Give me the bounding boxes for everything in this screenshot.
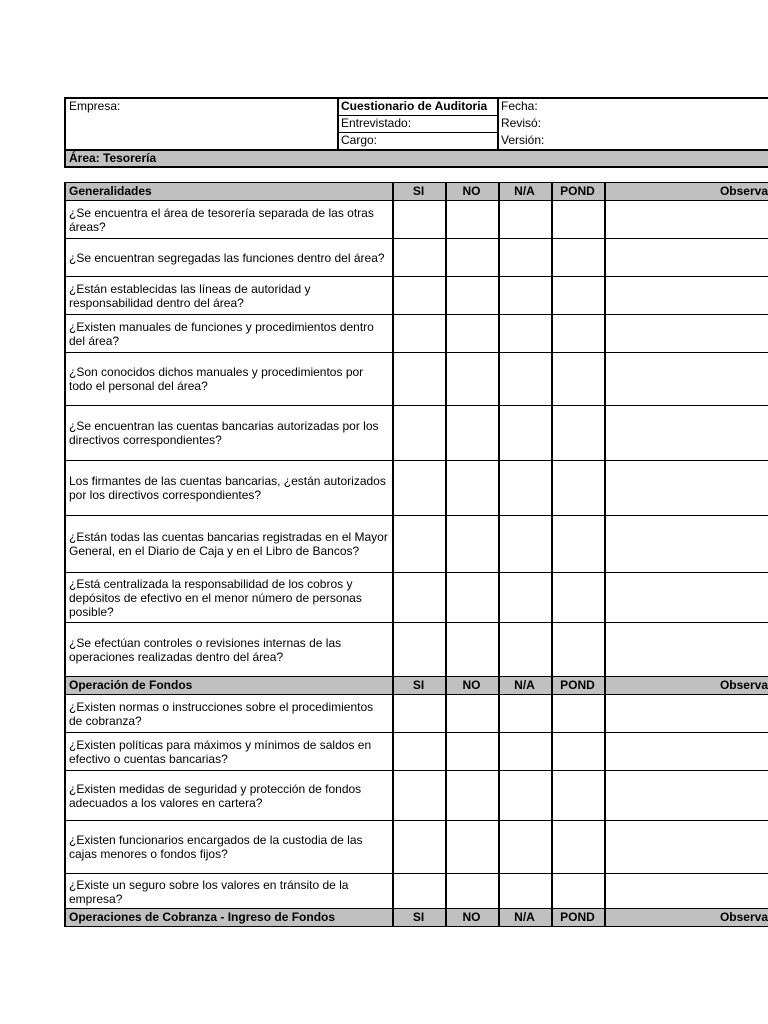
question-text: ¿Existen medidas de seguridad y protección de fondos adecuados a los valores en cartera? <box>69 781 362 810</box>
answer-no-cell[interactable] <box>446 733 498 770</box>
answer-no-cell[interactable] <box>446 771 498 820</box>
answer-na-cell[interactable] <box>499 821 551 873</box>
entrevistado-label: Entrevistado: <box>341 116 412 130</box>
column-header-pond: POND <box>560 184 595 198</box>
question-text: ¿Están establecidas las líneas de autoridad y responsabilidad dentro del área? <box>69 281 311 310</box>
answer-observaciones-cell[interactable] <box>605 315 768 352</box>
answer-si-cell[interactable] <box>393 573 445 622</box>
question-text: ¿Existe un seguro sobre los valores en tránsito de la empresa? <box>69 877 349 906</box>
header-divider <box>338 115 498 116</box>
section-title: Generalidades <box>69 184 152 198</box>
question-text: ¿Está centralizada la responsabilidad de los cobros y depósitos de efectivo en el menor número de personas posible? <box>69 576 362 619</box>
answer-no-cell[interactable] <box>446 201 498 238</box>
section-title: Operaciones de Cobranza - Ingreso de Fondos <box>69 910 336 924</box>
header-divider <box>337 97 339 150</box>
answer-observaciones-cell[interactable] <box>605 239 768 276</box>
answer-na-cell[interactable] <box>499 733 551 770</box>
answer-pond-cell[interactable] <box>552 874 604 909</box>
answer-na-cell[interactable] <box>499 277 551 314</box>
answer-observaciones-cell[interactable] <box>605 623 768 677</box>
answer-na-cell[interactable] <box>499 771 551 820</box>
column-header-observa: Observa <box>719 910 768 924</box>
column-header-pond: POND <box>560 678 595 692</box>
column-border <box>604 182 606 927</box>
answer-observaciones-cell[interactable] <box>605 573 768 622</box>
answer-si-cell[interactable] <box>393 315 445 352</box>
answer-na-cell[interactable] <box>499 573 551 622</box>
cargo-label: Cargo: <box>341 133 378 147</box>
column-header-na: N/A <box>514 910 535 924</box>
column-header-pond: POND <box>560 910 595 924</box>
answer-pond-cell[interactable] <box>552 239 604 276</box>
answer-observaciones-cell[interactable] <box>605 406 768 460</box>
column-header-observa: Observa <box>719 184 768 198</box>
answer-na-cell[interactable] <box>499 353 551 405</box>
column-header-no: NO <box>462 678 481 692</box>
answer-si-cell[interactable] <box>393 277 445 314</box>
answer-pond-cell[interactable] <box>552 461 604 515</box>
question-text: ¿Se encuentra el área de tesorería separada de las otras áreas? <box>69 205 374 234</box>
answer-no-cell[interactable] <box>446 874 498 909</box>
header-divider <box>497 97 499 150</box>
fecha-label: Fecha: <box>501 99 538 113</box>
answer-pond-cell[interactable] <box>552 821 604 873</box>
answer-na-cell[interactable] <box>499 239 551 276</box>
answer-si-cell[interactable] <box>393 771 445 820</box>
column-header-no: NO <box>462 910 481 924</box>
answer-observaciones-cell[interactable] <box>605 353 768 405</box>
question-text: ¿Se encuentran segregadas las funciones dentro del área? <box>69 250 385 265</box>
answer-pond-cell[interactable] <box>552 771 604 820</box>
area-label: Área: Tesorería <box>66 150 768 167</box>
column-border <box>498 182 500 927</box>
answer-no-cell[interactable] <box>446 623 498 677</box>
answer-pond-cell[interactable] <box>552 516 604 572</box>
answer-pond-cell[interactable] <box>552 315 604 352</box>
header-border-mid <box>64 149 768 151</box>
row-border <box>64 908 768 909</box>
answer-no-cell[interactable] <box>446 315 498 352</box>
question-text: ¿Son conocidos dichos manuales y procedimientos por todo el personal del área? <box>69 365 364 393</box>
empresa-label: Empresa: <box>69 99 121 113</box>
section-title: Operación de Fondos <box>69 678 193 692</box>
header-divider <box>338 132 498 133</box>
column-header-observa: Observa <box>719 678 768 692</box>
answer-no-cell[interactable] <box>446 573 498 622</box>
answer-observaciones-cell[interactable] <box>605 695 768 732</box>
reviso-label: Revisó: <box>501 116 542 130</box>
answer-si-cell[interactable] <box>393 821 445 873</box>
answer-na-cell[interactable] <box>499 623 551 677</box>
answer-si-cell[interactable] <box>393 239 445 276</box>
answer-na-cell[interactable] <box>499 406 551 460</box>
questionnaire-title: Cuestionario de Auditoria <box>341 99 488 113</box>
answer-no-cell[interactable] <box>446 239 498 276</box>
column-header-na: N/A <box>514 678 535 692</box>
question-text: ¿Están todas las cuentas bancarias registradas en el Mayor General, en el Diario de Caja y en el Libro de Bancos? <box>69 530 388 558</box>
answer-pond-cell[interactable] <box>552 201 604 238</box>
answer-no-cell[interactable] <box>446 461 498 515</box>
answer-observaciones-cell[interactable] <box>605 277 768 314</box>
answer-si-cell[interactable] <box>393 461 445 515</box>
answer-no-cell[interactable] <box>446 353 498 405</box>
answer-si-cell[interactable] <box>393 406 445 460</box>
answer-na-cell[interactable] <box>499 315 551 352</box>
question-text: Los firmantes de las cuentas bancarias, ¿están autorizados por los directivos correspondientes? <box>69 474 386 502</box>
answer-na-cell[interactable] <box>499 201 551 238</box>
question-text: ¿Existen políticas para máximos y mínimos de saldos en efectivo o cuentas bancarias? <box>69 737 372 766</box>
answer-na-cell[interactable] <box>499 461 551 515</box>
answer-si-cell[interactable] <box>393 695 445 732</box>
header-border-top <box>64 97 768 99</box>
row-border <box>64 926 768 927</box>
version-label: Versión: <box>501 133 545 147</box>
question-text: ¿Existen funcionarios encargados de la custodia de las cajas menores o fondos fijos? <box>69 833 363 861</box>
answer-observaciones-cell[interactable] <box>605 874 768 909</box>
answer-si-cell[interactable] <box>393 353 445 405</box>
answer-observaciones-cell[interactable] <box>605 733 768 770</box>
answer-pond-cell[interactable] <box>552 353 604 405</box>
column-header-no: NO <box>462 184 481 198</box>
answer-no-cell[interactable] <box>446 695 498 732</box>
answer-observaciones-cell[interactable] <box>605 771 768 820</box>
answer-pond-cell[interactable] <box>552 733 604 770</box>
answer-si-cell[interactable] <box>393 516 445 572</box>
question-text: ¿Existen manuales de funciones y procedimientos dentro del área? <box>69 319 374 348</box>
question-text: ¿Se efectúan controles o revisiones internas de las operaciones realizadas dentro del área? <box>69 636 342 664</box>
header-border-left <box>64 97 66 168</box>
column-border <box>64 182 66 927</box>
row-border <box>64 676 768 677</box>
column-header-si: SI <box>412 184 425 198</box>
column-header-si: SI <box>412 910 425 924</box>
answer-observaciones-cell[interactable] <box>605 461 768 515</box>
answer-pond-cell[interactable] <box>552 573 604 622</box>
column-header-si: SI <box>412 678 425 692</box>
row-border <box>64 182 768 183</box>
column-border <box>551 182 553 927</box>
answer-no-cell[interactable] <box>446 406 498 460</box>
answer-si-cell[interactable] <box>393 201 445 238</box>
answer-pond-cell[interactable] <box>552 277 604 314</box>
answer-pond-cell[interactable] <box>552 695 604 732</box>
answer-na-cell[interactable] <box>499 695 551 732</box>
answer-pond-cell[interactable] <box>552 406 604 460</box>
answer-observaciones-cell[interactable] <box>605 201 768 238</box>
answer-si-cell[interactable] <box>393 874 445 909</box>
answer-no-cell[interactable] <box>446 277 498 314</box>
answer-pond-cell[interactable] <box>552 623 604 677</box>
answer-no-cell[interactable] <box>446 821 498 873</box>
column-border <box>392 182 394 927</box>
answer-observaciones-cell[interactable] <box>605 821 768 873</box>
header-border-bottom <box>64 166 768 168</box>
column-header-na: N/A <box>514 184 535 198</box>
question-text: ¿Se encuentran las cuentas bancarias autorizadas por los directivos correspondientes? <box>69 419 379 447</box>
column-border <box>445 182 447 927</box>
answer-si-cell[interactable] <box>393 733 445 770</box>
answer-si-cell[interactable] <box>393 623 445 677</box>
answer-no-cell[interactable] <box>446 516 498 572</box>
answer-na-cell[interactable] <box>499 516 551 572</box>
answer-observaciones-cell[interactable] <box>605 516 768 572</box>
question-text: ¿Existen normas o instrucciones sobre el procedimientos de cobranza? <box>69 699 374 728</box>
answer-na-cell[interactable] <box>499 874 551 909</box>
